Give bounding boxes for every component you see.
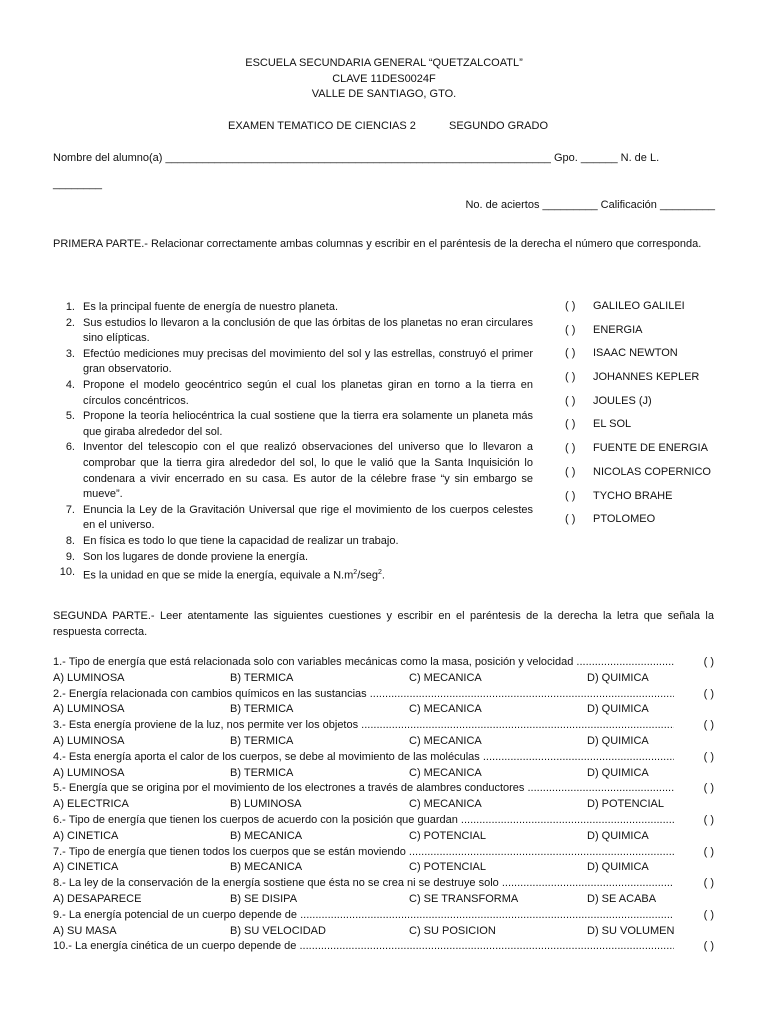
option-label: C) POTENCIAL bbox=[409, 861, 487, 874]
answer-paren[interactable]: ( ) bbox=[703, 750, 714, 763]
item-number: 1. bbox=[65, 301, 75, 313]
question-line bbox=[53, 781, 714, 797]
part2-instructions: SEGUNDA PARTE.- Leer atentamente las siguientes cuestiones y escribir en el paréntesis de la derecha la letra que señala la respuesta correcta. bbox=[53, 610, 714, 638]
answer-label: EL SOL bbox=[593, 418, 632, 431]
options-line bbox=[53, 892, 714, 908]
option-label: B) TERMICA bbox=[230, 766, 294, 779]
question-line bbox=[53, 939, 714, 955]
answer-paren[interactable]: ( ) bbox=[565, 465, 576, 478]
question-text: 2.- Energía relacionada con cambios químicos en las sustancias ..... bbox=[53, 687, 674, 703]
option-label: A) CINETICA bbox=[53, 861, 119, 874]
question-text: 7.- Tipo de energía que tienen todos los cuerpos que se están moviendo ..... bbox=[53, 845, 674, 861]
part1-answers-list bbox=[565, 300, 745, 537]
answer-option bbox=[565, 418, 745, 442]
option-label: A) LUMINOSA bbox=[53, 766, 125, 779]
answer-label: GALILEO GALILEI bbox=[593, 300, 685, 312]
question-text: 3.- Esta energía proviene de la luz, nos permite ver los objetos ..... bbox=[53, 718, 674, 734]
student-name-line: Nombre del alumno(a) _______________________________________________________________ Gpo. ______ N. de L. bbox=[53, 152, 660, 164]
option-label: B) TERMICA bbox=[230, 703, 294, 716]
item-text: Son los lugares de donde proviene la energía. bbox=[83, 550, 309, 563]
item-number: 7. bbox=[65, 503, 75, 516]
item-number: 8. bbox=[65, 534, 75, 547]
list-item bbox=[53, 409, 533, 440]
list-item bbox=[53, 300, 533, 316]
answer-paren[interactable]: ( ) bbox=[565, 442, 576, 455]
item-number: 5. bbox=[65, 410, 75, 423]
option-label: B) MECANICA bbox=[230, 861, 303, 874]
option-label: D) QUIMICA bbox=[587, 671, 649, 684]
options-line bbox=[53, 860, 714, 876]
option-label: C) POTENCIAL bbox=[409, 829, 487, 842]
answer-option bbox=[565, 347, 745, 371]
question-text: 10.- La energía cinética de un cuerpo depende de ..... bbox=[53, 939, 674, 955]
list-item bbox=[53, 550, 533, 566]
item-text: Inventor del telescopio con el que realizó observaciones del universo que lo llevaron a comprobar que la tierra gira alrededor del sol, lo que le valió que la Santa Inquisición lo condenara a vivir encerrado en su casa. Es autor de la célebre frase “y sin embargo se mueve”. bbox=[83, 441, 533, 501]
item-text: Es la unidad en que se mide la energía, equivale a $N.m^2/seg^2$. bbox=[83, 569, 385, 582]
option-label: B) SU VELOCIDAD bbox=[230, 924, 326, 937]
answer-label: TYCHO BRAHE bbox=[593, 489, 673, 502]
item-text: En física es todo lo que tiene la capacidad de realizar un trabajo. bbox=[83, 534, 399, 547]
question-line bbox=[53, 655, 714, 671]
option-label: B) TERMICA bbox=[230, 671, 294, 684]
list-item bbox=[53, 440, 533, 502]
answer-label: NICOLAS COPERNICO bbox=[593, 465, 711, 478]
question-line bbox=[53, 845, 714, 861]
options-line bbox=[53, 766, 714, 782]
question-text: 1.- Tipo de energía que está relacionada solo con variables mecánicas como la masa, posición y velocidad ..... bbox=[53, 655, 674, 671]
answer-paren[interactable]: ( ) bbox=[703, 719, 714, 732]
answer-paren[interactable]: ( ) bbox=[565, 489, 576, 502]
option-label: B) MECANICA bbox=[230, 829, 303, 842]
part2-questions bbox=[53, 655, 714, 955]
option-label: B) LUMINOSA bbox=[230, 798, 302, 811]
options-line bbox=[53, 797, 714, 813]
options-line bbox=[53, 734, 714, 750]
item-text: Propone la teoría heliocéntrica la cual sostiene que la tierra era solamente un planeta más que giraba alrededor del sol. bbox=[83, 410, 533, 438]
answer-option bbox=[565, 466, 745, 490]
option-label: C) MECANICA bbox=[409, 734, 482, 747]
question-text: 8.- La ley de la conservación de la energía sostiene que ésta no se crea ni se destruye solo ..... bbox=[53, 876, 674, 892]
item-number: 9. bbox=[65, 550, 75, 563]
answer-paren[interactable]: ( ) bbox=[565, 394, 576, 407]
answer-label: JOHANNES KEPLER bbox=[593, 371, 700, 384]
answer-paren[interactable]: ( ) bbox=[565, 347, 576, 360]
answer-paren[interactable]: ( ) bbox=[565, 513, 576, 526]
item-number: 4. bbox=[65, 378, 75, 391]
option-label: A) DESAPARECE bbox=[53, 892, 142, 905]
answer-paren[interactable]: ( ) bbox=[703, 940, 714, 953]
answer-paren[interactable]: ( ) bbox=[565, 323, 576, 336]
answer-option bbox=[565, 371, 745, 395]
list-item bbox=[53, 316, 533, 347]
answer-option bbox=[565, 395, 745, 419]
question-text: 5.- Energía que se origina por el movimiento de los electrones a través de alambres conductores ..... bbox=[53, 781, 674, 797]
answer-option bbox=[565, 300, 745, 324]
answer-paren[interactable]: ( ) bbox=[565, 371, 576, 384]
school-header bbox=[0, 56, 768, 103]
exam-grade: SEGUNDO GRADO bbox=[449, 120, 549, 132]
answer-option bbox=[565, 324, 745, 348]
question-text: 9.- La energía potencial de un cuerpo depende de ..... bbox=[53, 908, 674, 924]
answer-label: FUENTE DE ENERGIA bbox=[593, 442, 708, 455]
question-line bbox=[53, 718, 714, 734]
answer-label: ENERGIA bbox=[593, 323, 643, 336]
score-line: No. de aciertos _________ Calificación _________ bbox=[465, 199, 715, 211]
option-label: A) CINETICA bbox=[53, 829, 119, 842]
part1-instructions: PRIMERA PARTE.- Relacionar correctamente ambas columnas y escribir en el paréntesis de la derecha el número que corresponda. bbox=[53, 238, 702, 250]
options-line bbox=[53, 924, 714, 940]
question-line bbox=[53, 908, 714, 924]
question-line bbox=[53, 813, 714, 829]
item-number: 2. bbox=[65, 316, 75, 329]
options-line bbox=[53, 671, 714, 687]
option-label: C) MECANICA bbox=[409, 703, 482, 716]
item-text: Propone el modelo geocéntrico según el cual los planetas giran en torno a la tierra en círculos concéntricos. bbox=[83, 378, 533, 407]
question-text: 6.- Tipo de energía que tienen los cuerpos de acuerdo con la posición que guardan ..... bbox=[53, 813, 674, 829]
answer-label: PTOLOMEO bbox=[593, 513, 656, 526]
item-number: 6. bbox=[65, 441, 75, 454]
option-label: D) QUIMICA bbox=[587, 703, 649, 716]
part1-questions-list bbox=[53, 300, 533, 584]
option-label: D) SE ACABA bbox=[587, 892, 657, 905]
question-line bbox=[53, 687, 714, 703]
item-text: Sus estudios lo llevaron a la conclusión de que las órbitas de los planetas no eran circulares sino elípticas. bbox=[83, 316, 533, 345]
answer-paren[interactable]: ( ) bbox=[703, 845, 714, 858]
option-label: A) ELECTRICA bbox=[53, 798, 129, 811]
question-text: 4.- Esta energía aporta el calor de los cuerpos, se debe al movimiento de las moléculas ..... bbox=[53, 750, 674, 766]
list-item bbox=[53, 347, 533, 378]
option-label: D) QUIMICA bbox=[587, 734, 649, 747]
list-item bbox=[53, 378, 533, 409]
list-item bbox=[53, 534, 533, 550]
question-line bbox=[53, 876, 714, 892]
answer-paren[interactable]: ( ) bbox=[565, 418, 576, 431]
item-text: Es la principal fuente de energía de nuestro planeta. bbox=[83, 301, 339, 313]
exam-title: EXAMEN TEMATICO DE CIENCIAS 2 bbox=[228, 120, 416, 132]
option-label: D) SU VOLUMEN bbox=[587, 924, 675, 937]
answer-paren[interactable]: ( ) bbox=[703, 687, 714, 700]
answer-paren[interactable]: ( ) bbox=[565, 300, 576, 312]
answer-label: JOULES (J) bbox=[593, 394, 652, 407]
item-text: Efectúo mediciones muy precisas del movimiento del sol y las estrellas, construyó el primer gran observatorio. bbox=[83, 347, 533, 376]
item-number: 10. bbox=[59, 566, 75, 579]
option-label: A) LUMINOSA bbox=[53, 734, 125, 747]
list-item bbox=[53, 503, 533, 534]
option-label: C) SE TRANSFORMA bbox=[409, 892, 519, 905]
question-line bbox=[53, 750, 714, 766]
answer-paren[interactable]: ( ) bbox=[703, 782, 714, 795]
option-label: C) MECANICA bbox=[409, 671, 482, 684]
option-label: D) QUIMICA bbox=[587, 829, 649, 842]
item-number: 3. bbox=[65, 347, 75, 360]
option-label: D) QUIMICA bbox=[587, 861, 649, 874]
option-label: C) MECANICA bbox=[409, 766, 482, 779]
answer-paren[interactable]: ( ) bbox=[703, 877, 714, 890]
school-clave: CLAVE 11DES0024F bbox=[332, 72, 436, 85]
answer-paren[interactable]: ( ) bbox=[703, 908, 714, 921]
options-line bbox=[53, 829, 714, 845]
list-item bbox=[53, 565, 533, 584]
answer-paren[interactable]: ( ) bbox=[703, 656, 714, 668]
option-label: A) LUMINOSA bbox=[53, 671, 125, 684]
option-label: A) LUMINOSA bbox=[53, 703, 125, 716]
school-name: ESCUELA SECUNDARIA GENERAL “QUETZALCOATL” bbox=[245, 57, 523, 69]
options-line bbox=[53, 702, 714, 718]
item-text: Enuncia la Ley de la Gravitación Universal que rige el movimiento de los cuerpos celestes en el universo. bbox=[83, 503, 533, 532]
student-list-number-line: ________ bbox=[53, 178, 102, 190]
option-label: C) MECANICA bbox=[409, 798, 482, 811]
answer-option bbox=[565, 513, 745, 537]
answer-option bbox=[565, 490, 745, 514]
option-label: A) SU MASA bbox=[53, 924, 117, 937]
option-label: B) SE DISIPA bbox=[230, 892, 298, 905]
option-label: B) TERMICA bbox=[230, 734, 294, 747]
answer-label: ISAAC NEWTON bbox=[593, 347, 678, 360]
option-label: C) SU POSICION bbox=[409, 924, 496, 937]
option-label: D) POTENCIAL bbox=[587, 798, 665, 811]
school-location: VALLE DE SANTIAGO, GTO. bbox=[311, 88, 457, 100]
answer-paren[interactable]: ( ) bbox=[703, 813, 714, 826]
option-label: D) QUIMICA bbox=[587, 766, 649, 779]
answer-option bbox=[565, 442, 745, 466]
